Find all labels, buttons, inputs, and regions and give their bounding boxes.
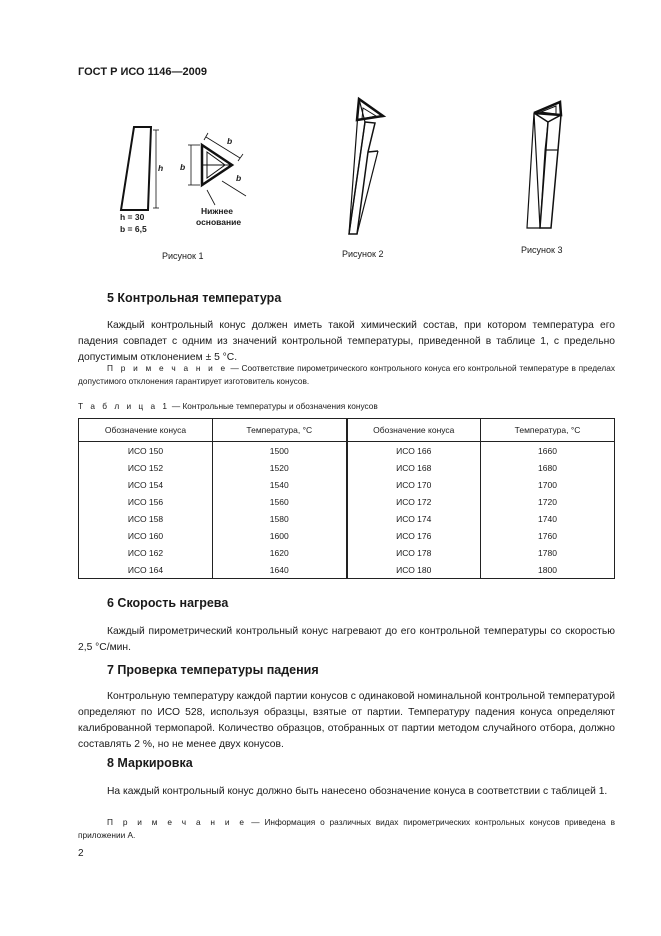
table-cell: 1540 bbox=[213, 476, 347, 493]
table-row bbox=[79, 527, 615, 544]
table-cell: ИСО 180 bbox=[347, 561, 481, 579]
h-label: h bbox=[158, 163, 164, 173]
figure-2-caption: Рисунок 2 bbox=[342, 249, 384, 259]
table-cell: 1740 bbox=[481, 510, 615, 527]
table-1-caption bbox=[78, 401, 378, 411]
table-cell: ИСО 176 bbox=[347, 527, 481, 544]
table-cell: 1560 bbox=[213, 493, 347, 510]
section-5-heading: 5 Контрольная температура bbox=[107, 291, 282, 305]
table-cell: ИСО 154 bbox=[79, 476, 213, 493]
table-header-cell: Температура, °С bbox=[213, 419, 347, 442]
b-label-left: b bbox=[180, 162, 186, 172]
table-header-cell: Обозначение конуса bbox=[347, 419, 481, 442]
section-8-note bbox=[78, 816, 615, 842]
table-row bbox=[79, 561, 615, 579]
table-cell: ИСО 166 bbox=[347, 442, 481, 460]
table-cell: ИСО 178 bbox=[347, 544, 481, 561]
section-5-note-label: П р и м е ч а н и е bbox=[107, 363, 228, 373]
table-cell: 1780 bbox=[481, 544, 615, 561]
table-row bbox=[79, 544, 615, 561]
table-1-caption-text: — Контрольные температуры и обозначения конусов bbox=[169, 401, 378, 411]
table-1-caption-label: Т а б л и ц а 1 bbox=[78, 401, 170, 411]
table-cell: 1580 bbox=[213, 510, 347, 527]
table-cell: 1720 bbox=[481, 493, 615, 510]
section-8-note-label: П р и м е ч а н и е bbox=[107, 817, 247, 827]
document-header: ГОСТ Р ИСО 1146—2009 bbox=[78, 66, 208, 78]
table-row bbox=[79, 493, 615, 510]
table-cell: 1660 bbox=[481, 442, 615, 460]
table-header-row bbox=[79, 419, 615, 442]
table-cell: ИСО 172 bbox=[347, 493, 481, 510]
section-7-paragraph: Контрольную температуру каждой партии конусов с одинаковой номинальной контрольной температурой определяют по ИСО 528, используя образцы, взятые от партии. Температуру падения конуса определяют калиброванной термопарой. Количество образцов, отобранных от партии методом случайного отбора, должно составлять 2 %, но не менее двух конусов. bbox=[78, 691, 615, 750]
table-cell: ИСО 174 bbox=[347, 510, 481, 527]
table-cell: ИСО 156 bbox=[79, 493, 213, 510]
figure-3-caption: Рисунок 3 bbox=[521, 245, 563, 255]
base-label-line1: Нижнее bbox=[201, 206, 233, 216]
section-7-heading: 7 Проверка температуры падения bbox=[107, 663, 319, 677]
table-header-cell: Обозначение конуса bbox=[79, 419, 213, 442]
table-cell: 1520 bbox=[213, 459, 347, 476]
dim-h: h = 30 bbox=[120, 212, 145, 222]
figure-3-drawing bbox=[0, 0, 661, 280]
dim-b: b = 6,5 bbox=[120, 224, 147, 234]
section-8-note-text: — Информация о различных видах пирометрических контрольных конусов приведена в приложении А. bbox=[78, 817, 615, 840]
table-row bbox=[79, 459, 615, 476]
table-1 bbox=[78, 418, 615, 579]
section-8-paragraph: На каждый контрольный конус должно быть нанесено обозначение конуса в соответствии с таблицей 1. bbox=[107, 786, 608, 797]
table-cell: ИСО 158 bbox=[79, 510, 213, 527]
section-6-paragraph: Каждый пирометрический контрольный конус нагревают до его контрольной температуры со скоростью 2,5 °С/мин. bbox=[78, 626, 615, 653]
section-5-note-text: — Соответствие пирометрического контрольного конуса его контрольной температуре в пределах допустимого отклонения гарантирует изготовитель конусов. bbox=[78, 363, 615, 386]
page-number: 2 bbox=[78, 848, 84, 859]
table-cell: 1680 bbox=[481, 459, 615, 476]
b-label-top: b bbox=[227, 136, 233, 146]
table-cell: ИСО 150 bbox=[79, 442, 213, 460]
table-cell: ИСО 152 bbox=[79, 459, 213, 476]
figure-1-caption: Рисунок 1 bbox=[162, 251, 204, 261]
table-cell: 1800 bbox=[481, 561, 615, 579]
section-8-heading: 8 Маркировка bbox=[107, 756, 193, 770]
table-cell: ИСО 162 bbox=[79, 544, 213, 561]
b-label-bottom: b bbox=[236, 173, 242, 183]
section-5-paragraph: Каждый контрольный конус должен иметь такой химический состав, при котором температура его падения совпадет с одним из значений контрольной температуры, приведенной в таблице 1, с предельно допустимым отклонением ± 5 °С. bbox=[78, 320, 615, 363]
table-cell: ИСО 168 bbox=[347, 459, 481, 476]
table-cell: 1500 bbox=[213, 442, 347, 460]
table-cell: ИСО 170 bbox=[347, 476, 481, 493]
table-row bbox=[79, 510, 615, 527]
table-cell: 1700 bbox=[481, 476, 615, 493]
section-5-note bbox=[78, 362, 615, 388]
table-cell: 1620 bbox=[213, 544, 347, 561]
table-header-cell: Температура, °С bbox=[481, 419, 615, 442]
table-cell: 1640 bbox=[213, 561, 347, 579]
table-cell: ИСО 160 bbox=[79, 527, 213, 544]
table-row bbox=[79, 476, 615, 493]
table-cell: 1760 bbox=[481, 527, 615, 544]
base-label-line2: основание bbox=[196, 217, 242, 227]
table-cell: 1600 bbox=[213, 527, 347, 544]
table-cell: ИСО 164 bbox=[79, 561, 213, 579]
section-6-heading: 6 Скорость нагрева bbox=[107, 596, 229, 610]
table-row bbox=[79, 442, 615, 460]
